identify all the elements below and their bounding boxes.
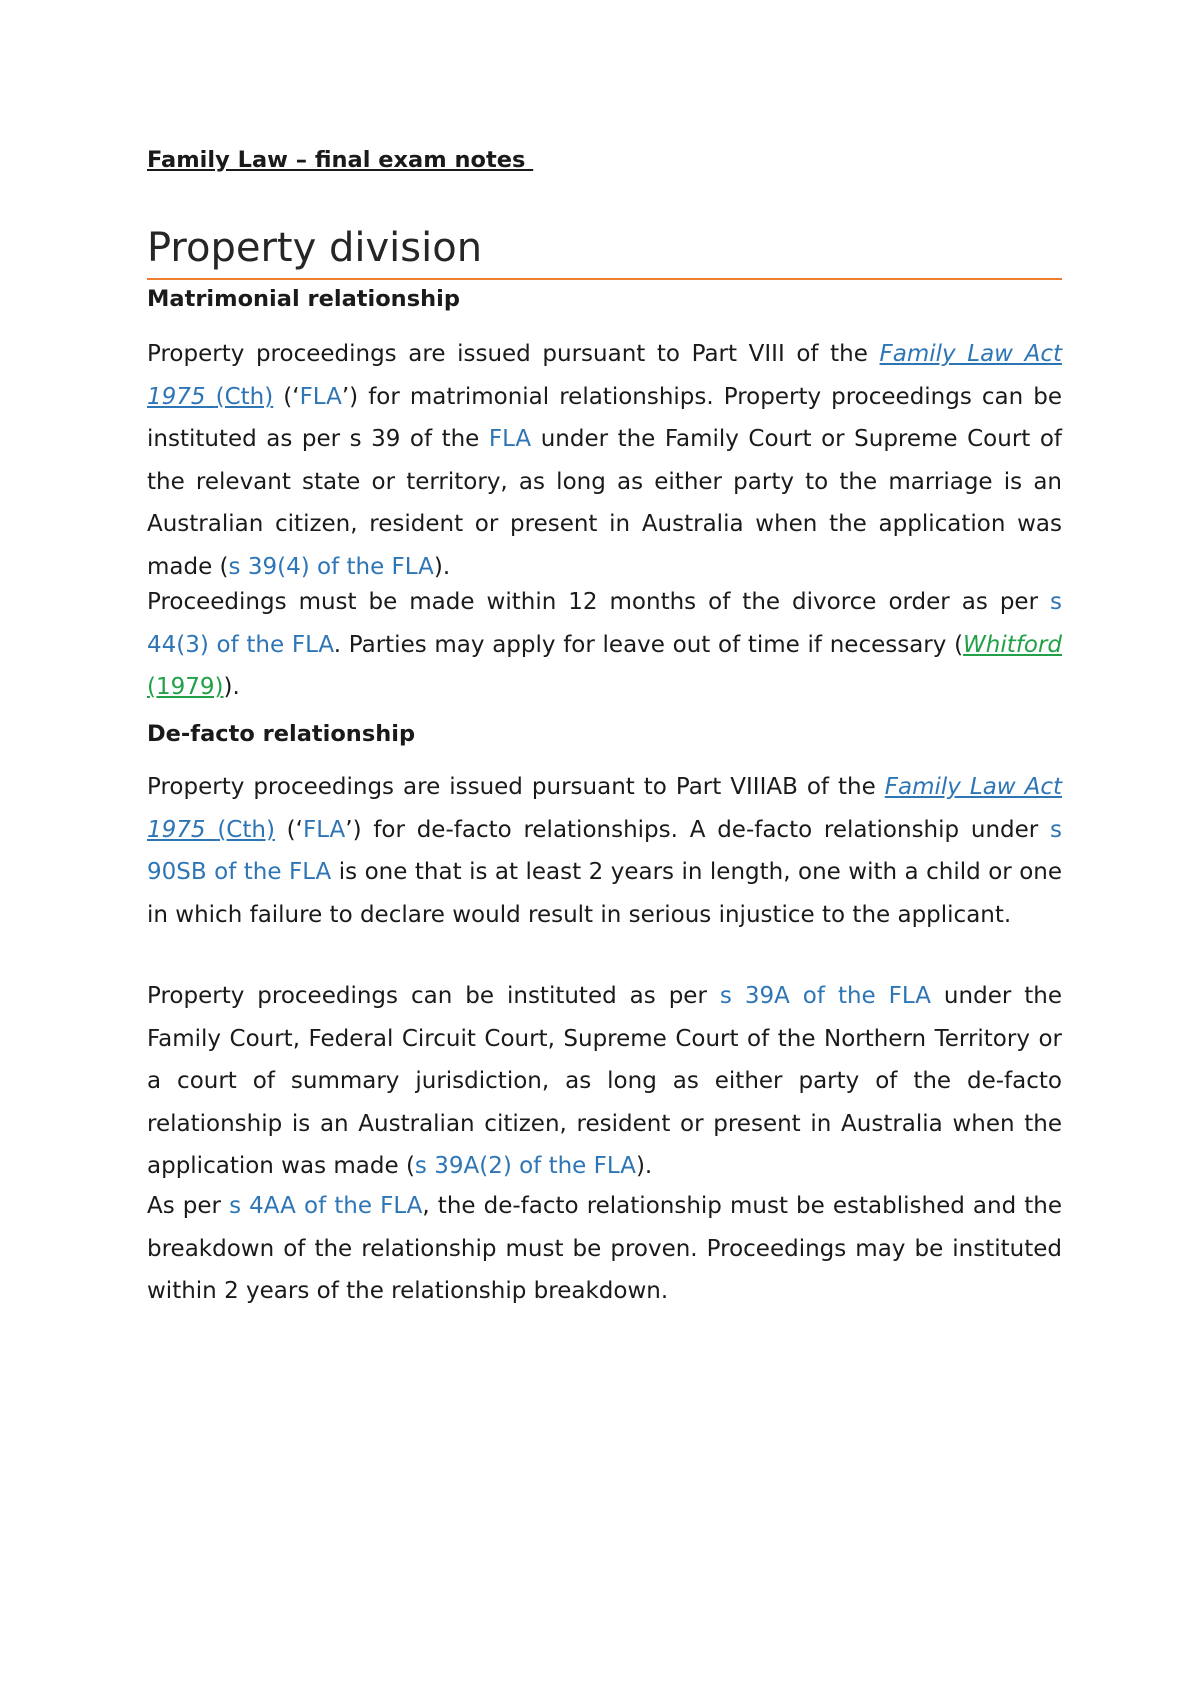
text-run: ’) for matrimonial relationships. Property proceedings can be instituted as per s 39 of the bbox=[147, 383, 1062, 453]
section-reference: s 39A of the FLA bbox=[719, 983, 931, 1009]
paragraph-matrimonial-jurisdiction bbox=[147, 333, 1062, 589]
text-run: under the Family Court or Supreme Court of the relevant state or territory, as long as either party to the marriage is an Australian citizen, resident or present in Australia when the application was made ( bbox=[147, 426, 1062, 580]
link-space bbox=[206, 817, 218, 843]
act-jurisdiction-link[interactable]: (Cth) bbox=[217, 816, 275, 843]
text-run: (‘ bbox=[273, 383, 300, 410]
paragraph-defacto-definition bbox=[147, 766, 1062, 936]
section-reference: s 90SB of the FLA bbox=[147, 816, 1062, 886]
text-run: . Parties may apply for leave out of time if necessary ( bbox=[333, 631, 964, 658]
section-reference: s 39(4) of the FLA bbox=[228, 553, 434, 580]
subheading-matrimonial: Matrimonial relationship bbox=[147, 286, 460, 312]
document-title: Family Law – final exam notes bbox=[147, 147, 534, 173]
section-reference: s 44(3) of the FLA bbox=[147, 589, 1062, 658]
subheading-defacto: De-facto relationship bbox=[147, 721, 416, 747]
text-run: ). bbox=[223, 674, 240, 701]
section-heading: Property division bbox=[147, 222, 1062, 280]
text-run: ’) for de-facto relationships. A de-facto relationship under bbox=[345, 816, 1051, 843]
text-run: ). bbox=[433, 553, 451, 580]
text-run: is one that is at least 2 years in length, one with a child or one in which failure to declare would result in serious injustice to the applicant. bbox=[147, 859, 1062, 928]
text-run: As per bbox=[147, 1193, 230, 1219]
case-year-link[interactable]: (1979) bbox=[147, 674, 224, 701]
text-run: under the Family Court, Federal Circuit Court, Supreme Court of the Northern Territory or a court of summary jurisdiction, as long as either party of the de-facto relationship is an Australian citizen, resident or present in Australia when the application was made ( bbox=[147, 983, 1063, 1180]
abbreviation-reference: FLA bbox=[302, 816, 346, 843]
fla-reference: FLA bbox=[488, 426, 532, 453]
section-reference: s 39A(2) of the FLA bbox=[414, 1153, 636, 1180]
text-run: ). bbox=[635, 1153, 653, 1180]
link-space bbox=[206, 384, 216, 410]
paragraph-defacto-requirements bbox=[147, 1185, 1062, 1313]
text-run: (‘ bbox=[274, 816, 303, 843]
abbreviation-reference: FLA bbox=[299, 383, 342, 410]
section-reference: s 4AA of the FLA bbox=[229, 1193, 423, 1219]
text-run: Property proceedings are issued pursuant to Part VIIIAB of the bbox=[147, 774, 885, 800]
act-name-link[interactable]: Family Law Act 1975 bbox=[147, 774, 1063, 843]
text-run: , the de-facto relationship must be established and the breakdown of the relationship must be proven. Proceedings may be instituted within 2 years of the relationship breakdown. bbox=[147, 1193, 1063, 1305]
paragraph-defacto-jurisdiction bbox=[147, 975, 1062, 1188]
act-name-link[interactable]: Family Law Act 1975 bbox=[147, 341, 1063, 410]
text-run: Proceedings must be made within 12 months of the divorce order as per bbox=[147, 589, 1051, 615]
case-name-link[interactable]: Whitford bbox=[963, 631, 1062, 658]
text-run: Property proceedings are issued pursuant to Part VIII of the bbox=[147, 341, 880, 367]
paragraph-matrimonial-time-limit bbox=[147, 581, 1062, 709]
text-run: Property proceedings can be instituted as per bbox=[147, 983, 720, 1009]
act-jurisdiction-link[interactable]: (Cth) bbox=[215, 383, 274, 410]
